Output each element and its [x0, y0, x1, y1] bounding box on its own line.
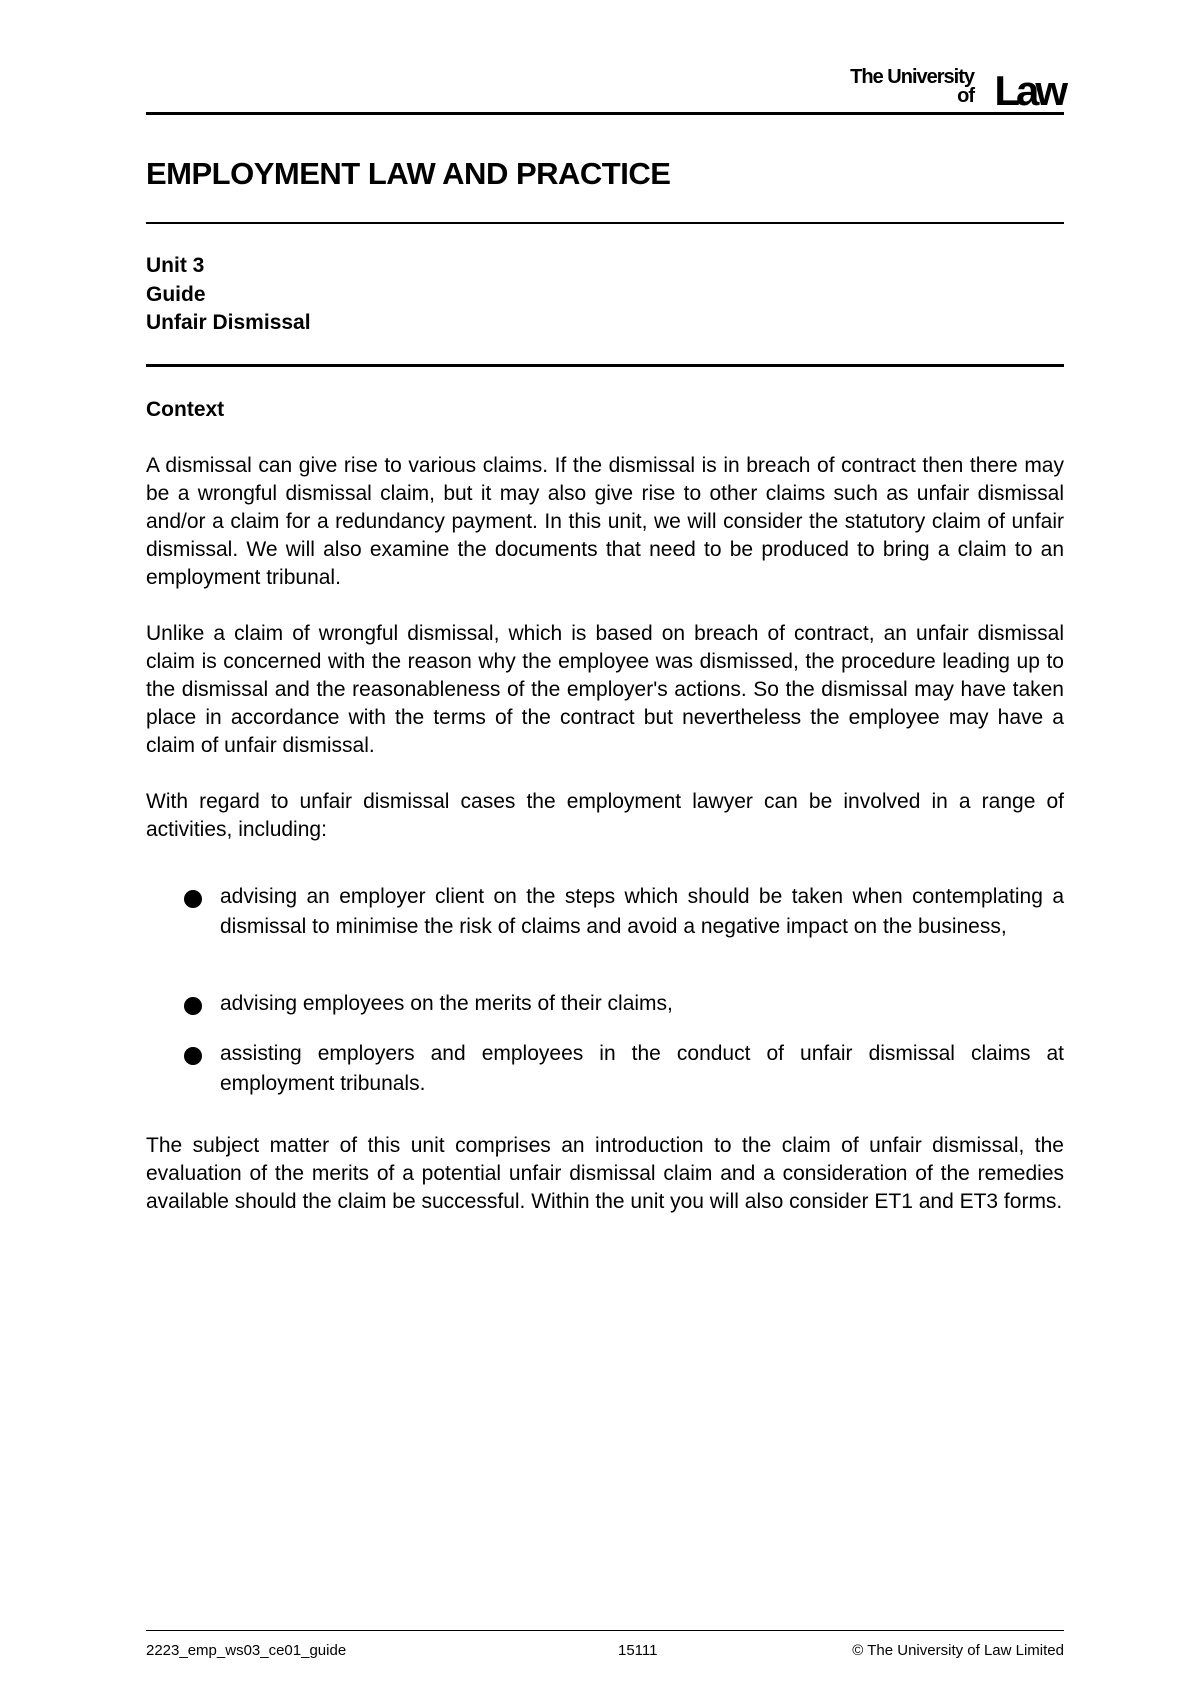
bullet-icon	[184, 997, 202, 1015]
title-rule	[146, 222, 1064, 224]
context-paragraph-3: With regard to unfair dismissal cases the employment lawyer can be involved in a range of activities, including:	[146, 790, 1064, 841]
context-paragraph-1: A dismissal can give rise to various claims. If the dismissal is in breach of contract then there may be a wrongful dismissal claim, but it may also give rise to other claims such as unfair dismissal and/or a claim for a redundancy payment. In this unit, we will consider the statutory claim of unfair dismissal. We will also examine the documents that need to be produced to bring a claim to an employment tribunal.	[146, 454, 1064, 589]
page-title: EMPLOYMENT LAW AND PRACTICE	[146, 156, 671, 191]
unit-number: Unit 3	[146, 254, 205, 277]
logo-text-university: The University	[850, 66, 974, 88]
footer-copyright: © The University of Law Limited	[852, 1642, 1064, 1659]
bullet-icon	[184, 1047, 202, 1065]
header-rule	[146, 112, 1064, 115]
closing-paragraph: The subject matter of this unit comprises an introduction to the claim of unfair dismissal, the evaluation of the merits of a potential unfair dismissal claim and a consideration of the remedies available should the claim be successful. Within the unit you will also consider ET1 and ET3 forms.	[146, 1134, 1064, 1213]
unit-type: Guide	[146, 282, 206, 306]
logo-text-of: of	[957, 85, 974, 107]
bullet-icon	[184, 890, 202, 908]
context-heading: Context	[146, 398, 225, 421]
footer-doc-code: 2223_emp_ws03_ce01_guide	[146, 1642, 347, 1659]
footer-page-ref: 15111	[618, 1642, 658, 1659]
list-item: assisting employers and employees in the conduct of unfair dismissal claims at employment tribunals.	[146, 1039, 1064, 1099]
context-paragraph-2: Unlike a claim of wrongful dismissal, which is based on breach of contract, an unfair dismissal claim is concerned with the reason why the employee was dismissed, the procedure leading up to the dismissal and the reasonableness of the employer's actions. So the dismissal may have taken place in accordance with the terms of the contract but nevertheless the employee may have a claim of unfair dismissal.	[146, 622, 1064, 757]
list-item: advising employees on the merits of their claims,	[146, 989, 1064, 1019]
logo-text-law: Law	[994, 67, 1064, 114]
list-item: advising an employer client on the steps which should be taken when contemplating a dismissal to minimise the risk of claims and avoid a negative impact on the business,	[146, 882, 1064, 942]
unit-info	[146, 252, 311, 338]
university-logo	[850, 66, 1064, 114]
unit-name: Unfair Dismissal	[146, 311, 311, 334]
footer-rule	[146, 1630, 1064, 1631]
unit-rule	[146, 364, 1064, 367]
